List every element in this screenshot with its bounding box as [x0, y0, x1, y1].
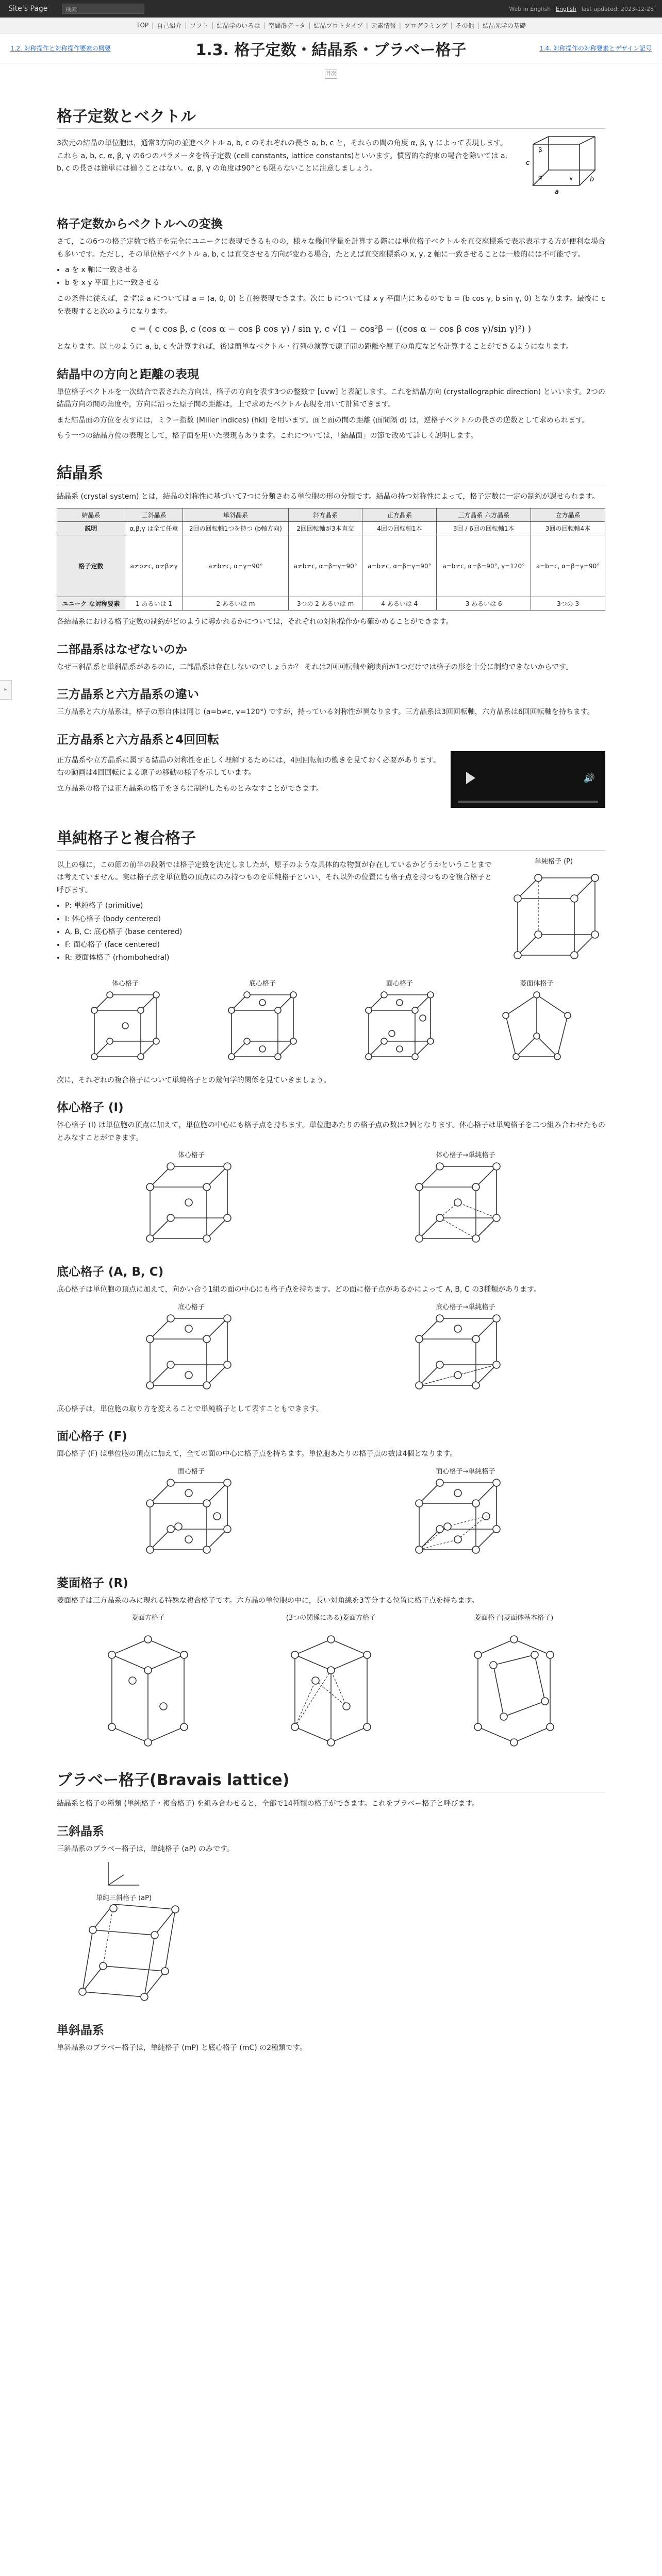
- table-header: 正方晶系: [362, 509, 437, 522]
- triclinic-figure: [57, 1859, 191, 2009]
- nav-separator: |: [263, 22, 266, 29]
- paragraph: 結晶系 (crystal system) とは，結晶の対称性に基づいて7つに分類される単位胞の形の分類です。結晶の持つ対称性によって，格子定数に一定の制約が課せられます。: [57, 492, 600, 501]
- lattice-figure: [409, 1301, 522, 1398]
- video-progress-bar[interactable]: [458, 801, 598, 803]
- heading-trig-hex: 三方晶系と六方晶系の違い: [57, 688, 199, 702]
- nav-separator: |: [152, 22, 154, 29]
- paragraph: 次に，それぞれの複合格子について単純格子との幾何学的関係を見ていきましょう。: [57, 1076, 331, 1084]
- figure-caption: 底心格子: [249, 979, 276, 988]
- nav-item[interactable]: 結晶学のいろは: [217, 22, 260, 29]
- axis-label-c: c: [526, 159, 530, 167]
- table-cell: a=b=c, α=β=γ=90°: [531, 535, 605, 597]
- figure-caption: 面心格子: [386, 979, 413, 988]
- top-bar: [0, 0, 662, 18]
- primitive-lattice-figure: [502, 856, 605, 973]
- list-item: • P: 単純格子 (primitive): [65, 900, 492, 912]
- table-row: [57, 535, 605, 597]
- paragraph: また結晶面の方位を表すには，ミラー指数 (Miller indices) (hkl) を用います。面と面の間の距離 (面間隔 d) は，逆格子ベクトルの長さの逆数として求められます。: [57, 416, 589, 425]
- lattice-figure: [140, 1301, 243, 1398]
- nav-item[interactable]: その他: [455, 22, 474, 29]
- nav-separator: |: [211, 22, 214, 29]
- table-header-row: [57, 509, 605, 522]
- condition-list: [65, 264, 605, 290]
- side-tab-icon[interactable]: ▸: [0, 680, 12, 700]
- nav-item[interactable]: 空間群データ: [268, 22, 306, 29]
- list-item: • F: 面心格子 (face centered): [65, 939, 492, 952]
- paragraph: となります。以上のように a, b, c を計算すれば，後は簡単なベクトル・行列の演算で原子間の距離や原子の角度などを計算することができるようになります。: [57, 343, 573, 351]
- table-cell: 4 あるいは 4̄: [362, 597, 437, 611]
- nav-separator: |: [185, 22, 187, 29]
- nav-separator: |: [477, 22, 479, 29]
- table-cell: 3回 / 6回の回転軸1本: [437, 522, 531, 535]
- paragraph: もう一つの結晶方位の表現として，格子面を用いた表現もあります。これについては，「結晶面」の節で改めて詳しく説明します。: [57, 432, 478, 440]
- toc-toggle-icon[interactable]: 目次: [325, 70, 337, 79]
- angle-label-beta: β: [538, 146, 542, 154]
- table-row: [57, 522, 605, 535]
- heading-rhombohedral: 菱面格子 (R): [57, 1576, 128, 1590]
- paragraph: 菱面格子は三方晶系のみに現れる特殊な複合格子です。六方晶の単位胞の中に，長い対角線を3等分する位置に格子点を持ちます。: [57, 1596, 479, 1605]
- nav-item[interactable]: 結晶プロトタイプ: [313, 22, 363, 29]
- heading-ortho-tetra: 正方晶系と六方晶系と4回回転: [57, 733, 220, 747]
- paragraph: 3次元の結晶の単位胞は，通常3方向の並進ベクトル a, b, c のそれぞれの長さ a, b, c と，それらの間の角度 α, β, γ によって表現します。これら a, b, c, α, β, γ の6つのパラメータを格子定数 (cell constants, lattice constants)といいます。慣習的な約束の場合を除いては a, b, c の長さは簡単には揃うことはない。α, β, γ の角度は90°とも限らないことに注意しましょう。: [57, 139, 507, 173]
- face-centered-figures: [57, 1466, 605, 1562]
- table-cell: 格子定数: [57, 535, 125, 597]
- main-content: [57, 79, 605, 2055]
- play-icon[interactable]: [466, 772, 475, 784]
- lattice-figure: [140, 1466, 243, 1562]
- paragraph: 体心格子 (I) は単位胞の頂点に加えて，単位胞の中心にも格子点を持ちます。単位胞あたりの格子点の数は2個となります。体心格子は単純格子を二つ組み合わせたものとみなすことができます。: [57, 1121, 605, 1142]
- table-header: 斜方晶系: [288, 509, 362, 522]
- heading-lattice-to-vector: 格子定数からベクトルへの変換: [57, 217, 223, 231]
- heading-why-two-systems: 二部晶系はなぜないのか: [57, 642, 187, 656]
- figure-caption: 単純格子 (P): [534, 857, 573, 866]
- figure-caption: (3つの関係にある)菱面方格子: [286, 1614, 376, 1622]
- table-cell: 説明: [57, 522, 125, 535]
- lattice-figure: [409, 1466, 522, 1562]
- heading-base-centered: 底心格子 (A, B, C): [57, 1265, 164, 1279]
- table-row: [57, 597, 605, 611]
- table-cell: a≠b≠c, α=β=γ=90°: [288, 535, 362, 597]
- figure-caption: 体心格子: [177, 1151, 205, 1160]
- paragraph: 三斜晶系のブラベー格子は，単純格子 (aP) のみです。: [57, 1844, 234, 1853]
- figure-caption: 面心格子→単純格子: [436, 1467, 495, 1476]
- figure-caption: 体心格子→単純格子: [436, 1151, 495, 1160]
- equation-c-vector: c = ( c cos β, c (cos α − cos β cos γ) / sin γ, c √(1 − cos²β − ((cos α − cos β cos γ)/sin γ)²) ): [130, 324, 532, 335]
- nav-item[interactable]: TOP: [136, 22, 149, 29]
- base-centered-figures: [57, 1301, 605, 1398]
- axis-label-a: a: [555, 188, 559, 196]
- list-item: • a を x 軸に一致させる: [65, 264, 605, 277]
- volume-icon[interactable]: 🔊: [583, 772, 595, 784]
- table-header: 単斜晶系: [183, 509, 288, 522]
- nav-separator: |: [366, 22, 368, 29]
- table-header: 結晶系: [57, 509, 125, 522]
- search-input[interactable]: 検索: [62, 4, 144, 14]
- heading-body-centered: 体心格子 (I): [57, 1101, 124, 1115]
- lattice-figure: [409, 1149, 522, 1251]
- table-cell: 3つの 3: [531, 597, 605, 611]
- figure-caption: 菱面体格子: [520, 979, 554, 988]
- page-header: [0, 33, 662, 63]
- figure-caption: 面心格子: [177, 1467, 205, 1476]
- table-header: 三斜晶系: [125, 509, 183, 522]
- paragraph: 面心格子 (F) は単位胞の頂点に加えて，全ての面の中心に格子点を持ちます。単位胞あたりの格子点の数は4個となります。: [57, 1450, 457, 1459]
- table-cell: 1 あるいは 1̄: [125, 597, 183, 611]
- lattice-figure: [358, 978, 441, 1069]
- list-item: • b を x y 平面上に一致させる: [65, 277, 605, 290]
- table-cell: 4回の回転軸1本: [362, 522, 437, 535]
- heading-face-centered: 面心格子 (F): [57, 1430, 127, 1444]
- table-cell: 2回回転軸が3本直交: [288, 522, 362, 535]
- paragraph: 三方晶系と六方晶系は，格子の形自体は同じ (a=b≠c, γ=120°) ですが，持っている対称性が異なります。三方晶系は3回回転軸，六方晶系は6回回転軸を持ちます。: [57, 708, 594, 717]
- list-item: • A, B, C: 底心格子 (base centered): [65, 926, 492, 939]
- nav-separator: |: [308, 22, 311, 29]
- table-cell: ユニーク な対称要素: [57, 597, 125, 611]
- nav-item[interactable]: 元素情報: [371, 22, 396, 29]
- angle-label-gamma: γ: [569, 175, 573, 182]
- table-cell: 3つの 2 あるいは m: [288, 597, 362, 611]
- rhombohedral-figures: [57, 1612, 605, 1750]
- axes-icon: [103, 1859, 144, 1890]
- heading-bravais: ブラベー格子(Bravais lattice): [57, 1767, 605, 1792]
- crystal-system-table: [57, 508, 605, 611]
- unit-cell-figure: [518, 134, 605, 203]
- figure-caption: 体心格子: [111, 979, 139, 988]
- updated-label: last updated: 2023-12-28: [581, 5, 654, 12]
- lattice-figure: [221, 978, 304, 1069]
- english-link[interactable]: English: [556, 5, 576, 12]
- site-title[interactable]: Site's Page: [8, 5, 48, 13]
- table-cell: 2 あるいは m: [183, 597, 288, 611]
- list-item: • I: 体心格子 (body centered): [65, 913, 492, 926]
- lattice-figure: [274, 1612, 388, 1750]
- body-centered-figures: [57, 1149, 605, 1251]
- heading-lattice-constants: 格子定数とベクトル: [57, 104, 605, 129]
- paragraph: 結晶系と格子の種類 (単純格子・複合格子) を組み合わせると，全部で14種類の格子ができます。これをブラベー格子と呼びます。: [57, 1800, 479, 1808]
- paragraph: この条件に従えば，まずは a については a = (a, 0, 0) と直接表現できます。次に b については x y 平面内にあるので b = (b cos γ, b sin γ, 0) となります。最後に c を表現すると次のようになります。: [57, 295, 605, 316]
- lattice-figure: [84, 978, 167, 1069]
- nav-menu: [0, 18, 662, 33]
- table-cell: 3回の回転軸4本: [531, 522, 605, 535]
- rotation-video-player[interactable]: [451, 751, 605, 808]
- lattice-figure: [91, 1612, 205, 1750]
- lattice-type-list: [65, 900, 492, 964]
- heading-triclinic: 三斜晶系: [57, 1824, 104, 1838]
- top-right: [509, 6, 654, 12]
- figure-caption: 菱面格子(菱面体基本格子): [474, 1614, 554, 1622]
- prev-page-link[interactable]: 1.2. 対称操作と対称操作要素の概要: [10, 45, 111, 52]
- lattice-figure: [457, 1612, 571, 1750]
- figure-caption: 菱面方格子: [131, 1614, 165, 1622]
- heading-monoclinic: 単斜晶系: [57, 2024, 104, 2038]
- figure-caption: 底心格子→単純格子: [436, 1303, 495, 1311]
- heading-directions: 結晶中の方向と距離の表現: [57, 367, 199, 381]
- paragraph: 以上の様に，この節の前半の段階では格子定数を決定しましたが，原子のような具体的な物質が存在しているかどうかということまでは考えていません。実は格子点を単位胞の頂点にのみ持つものを単純格子といい，それ以外の位置にも格子点を持つものを複合格子と呼びます。: [57, 860, 492, 894]
- lattice-figure: [495, 978, 578, 1069]
- heading-simple-complex: 単純格子と複合格子: [57, 825, 605, 851]
- paragraph: 各結晶系における格子定数の制約がどのように導かれるかについては，それぞれの対称操作から確かめることができます。: [57, 618, 453, 626]
- heading-crystal-systems: 結晶系: [57, 460, 605, 485]
- table-cell: 2回の回転軸1つを持つ (b軸方向): [183, 522, 288, 535]
- nav-item[interactable]: プログラミング: [404, 22, 448, 29]
- complex-lattice-figures: [57, 978, 605, 1069]
- table-cell: a=b≠c, α=β=90°, γ=120°: [437, 535, 531, 597]
- page-title: 1.3. 格子定数・結晶系・ブラベー格子: [195, 41, 467, 59]
- figure-caption: 底心格子: [177, 1303, 205, 1311]
- next-page-link[interactable]: 1.4. 対称操作の対称要素とデザイン記号: [539, 45, 652, 52]
- lang-label: Web in English: [509, 5, 551, 12]
- paragraph: 底心格子は，単位胞の取り方を変えることで単純格子として表すこともできます。: [57, 1404, 323, 1413]
- paragraph: 底心格子は単位胞の頂点に加えて，向かい合う1組の面の中心にも格子点を持ちます。どの面に格子点があるかによって A, B, C の3種類があります。: [57, 1285, 541, 1294]
- table-cell: α,β,γ は全て任意: [125, 522, 183, 535]
- paragraph: さて，この6つの格子定数で格子を完全にユニークに表現できるものの，様々な幾何学量を計算する際には単位格子ベクトルを直交座標系で表示表示する方が便利な場合も多いです。ただし，その単位格子ベクトル a, b, c は直交させる方向が変わる場合，たとえば直交座標系の x, y, z 軸に一致させることは一般的には不可能です。: [57, 238, 605, 259]
- table-cell: a≠b≠c, α=γ=90°: [183, 535, 288, 597]
- table-cell: a=b≠c, α=β=γ=90°: [362, 535, 437, 597]
- nav-item[interactable]: ソフト: [190, 22, 209, 29]
- paragraph: なぜ三斜晶系と単斜晶系があるのに，二部晶系は存在しないのでしょうか？ それは2回回転軸や鏡映面が1つだけでは格子の形を十分に制約できないからです。: [57, 663, 573, 671]
- nav-item[interactable]: 結晶光学の基礎: [482, 22, 526, 29]
- nav-item[interactable]: 自己紹介: [157, 22, 182, 29]
- paragraph: 正方晶系や立方晶系に属する結晶の対称性を正しく理解するためには，4回回転軸の働きを見ておく必要があります。右の動画は4回回転による原子の移動の様子を示しています。: [57, 756, 440, 777]
- table-header: 三方晶系 六方晶系: [437, 509, 531, 522]
- table-cell: a≠b≠c, α≠β≠γ: [125, 535, 183, 597]
- nav-separator: |: [450, 22, 453, 29]
- angle-label-alpha: α: [538, 174, 542, 181]
- figure-caption: 単純三斜格子 (aP): [95, 1894, 152, 1903]
- axis-label-b: b: [590, 176, 594, 183]
- list-item: • R: 菱面体格子 (rhombohedral): [65, 952, 492, 964]
- nav-separator: |: [399, 22, 401, 29]
- paragraph: 立方晶系の格子は正方晶系の格子をさらに制約したものとみなすことができます。: [57, 784, 323, 793]
- paragraph: 単位格子ベクトルを一次結合で表された方向は，格子の方向を表す3つの整数で [uvw] と表記します。これを結晶方向 (crystallographic direction) といいます。2つの結晶方向の間の角度や，方向に沿った原子間の距離は，上で求めたベクトル表現を用いて計算できます。: [57, 387, 605, 409]
- lattice-figure: [140, 1149, 243, 1251]
- table-cell: 3 あるいは 6: [437, 597, 531, 611]
- table-header: 立方晶系: [531, 509, 605, 522]
- paragraph: 単斜晶系のブラベー格子は，単純格子 (mP) と底心格子 (mC) の2種類です。: [57, 2044, 307, 2053]
